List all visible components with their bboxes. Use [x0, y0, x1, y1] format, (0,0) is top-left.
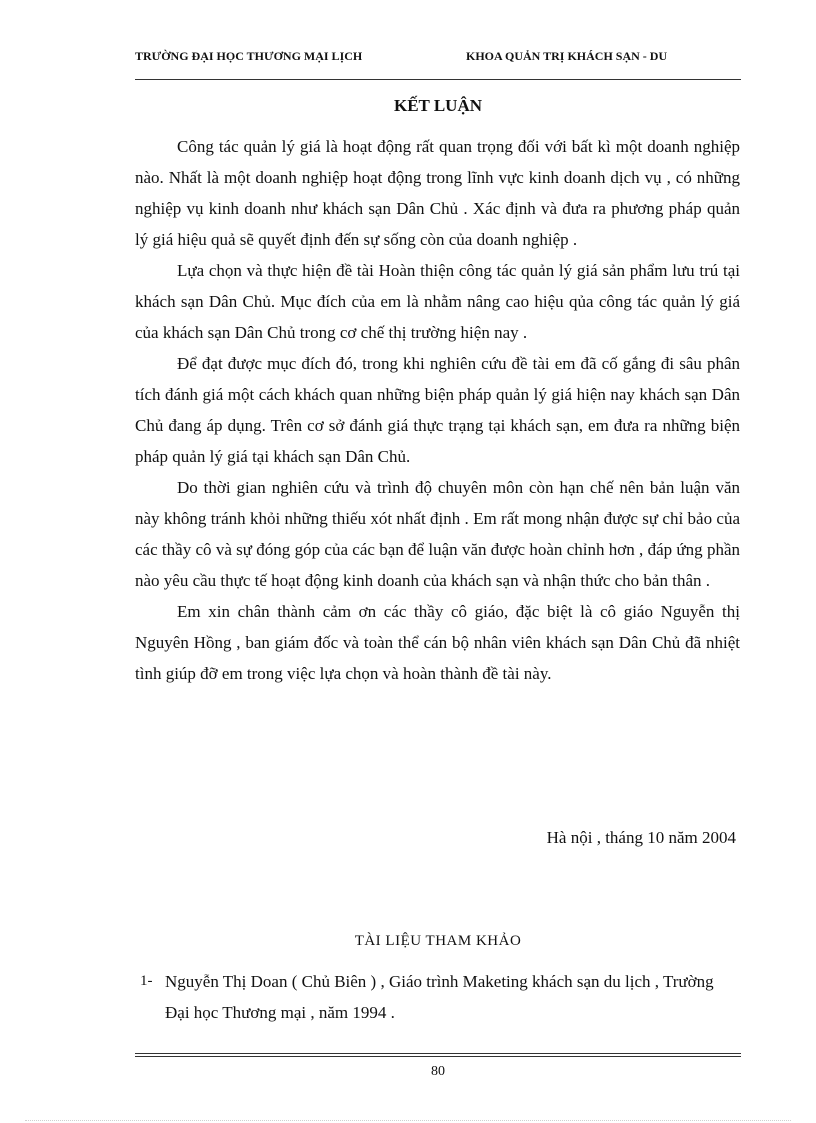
- header-faculty: KHOA QUẢN TRỊ KHÁCH SẠN - DU: [466, 49, 668, 63]
- page-title: KẾT LUẬN: [393, 96, 482, 115]
- header-rule: [135, 79, 741, 80]
- conclusion-body: [135, 131, 740, 689]
- reference-text: Nguyễn Thị Doan ( Chủ Biên ) , Giáo trình Maketing khách sạn du lịch , Trường Đại học Thương mại , năm 1994 .: [165, 972, 714, 1022]
- paragraph-1: Công tác quản lý giá là hoạt động rất quan trọng đối với bất kì một doanh nghiệp nào. Nhất là một doanh nghiệp hoạt động trong lĩnh vực kinh doanh dịch vụ , có những nghiệp vụ kinh doanh như khách sạn Dân Chủ . Xác định và đưa ra phương pháp quản lý giá hiệu quả sẽ quyết định đến sự sống còn của doanh nghiệp .: [135, 137, 740, 249]
- paragraph-5: Em xin chân thành cảm ơn các thầy cô giáo, đặc biệt là cô giáo Nguyễn thị Nguyên Hồng , ban giám đốc và toàn thể cán bộ nhân viên khách sạn Dân Chủ đã nhiệt tình giúp đỡ em trong việc lựa chọn và hoàn thành đề tài này.: [135, 602, 740, 683]
- page-header: [135, 49, 741, 79]
- paragraph-4: Do thời gian nghiên cứu và trình độ chuyên môn còn hạn chế nên bản luận văn này không tránh khỏi những thiếu xót nhất định . Em rất mong nhận được sự chỉ bảo của các thầy cô và sự đóng góp của các bạn để luận văn được hoàn chỉnh hơn , đáp ứng phần nào yêu cầu thực tế hoạt động kinh doanh của khách sạn và nhận thức cho bản thân .: [135, 478, 740, 590]
- footer-rule-top: [135, 1053, 741, 1054]
- paragraph-2: Lựa chọn và thực hiện đề tài Hoàn thiện công tác quản lý giá sản phẩm lưu trú tại khách sạn Dân Chủ. Mục đích của em là nhằm nâng cao hiệu qủa công tác quản lý giá của khách sạn Dân Chủ trong cơ chế thị trường hiện nay .: [135, 261, 740, 342]
- header-university: TRƯỜNG ĐẠI HỌC THƯƠNG MẠI LỊCH: [135, 49, 363, 63]
- reference-number: 1-: [140, 973, 153, 989]
- page-boundary: [25, 1120, 791, 1121]
- signature-date: Hà nội , tháng 10 năm 2004: [546, 828, 736, 847]
- paragraph-3: Để đạt được mục đích đó, trong khi nghiên cứu đề tài em đã cố gắng đi sâu phân tích đánh giá một cách khách quan những biện pháp quản lý giá hiện nay khách sạn Dân Chủ đang áp dụng. Trên cơ sở đánh giá thực trạng tại khách sạn, em đưa ra những biện pháp quản lý giá tại khách sạn Dân Chủ.: [135, 354, 740, 466]
- footer-rule-bottom: [135, 1056, 741, 1057]
- page-number: 80: [431, 1064, 445, 1079]
- references-title: TÀI LIỆU THAM KHẢO: [354, 933, 522, 949]
